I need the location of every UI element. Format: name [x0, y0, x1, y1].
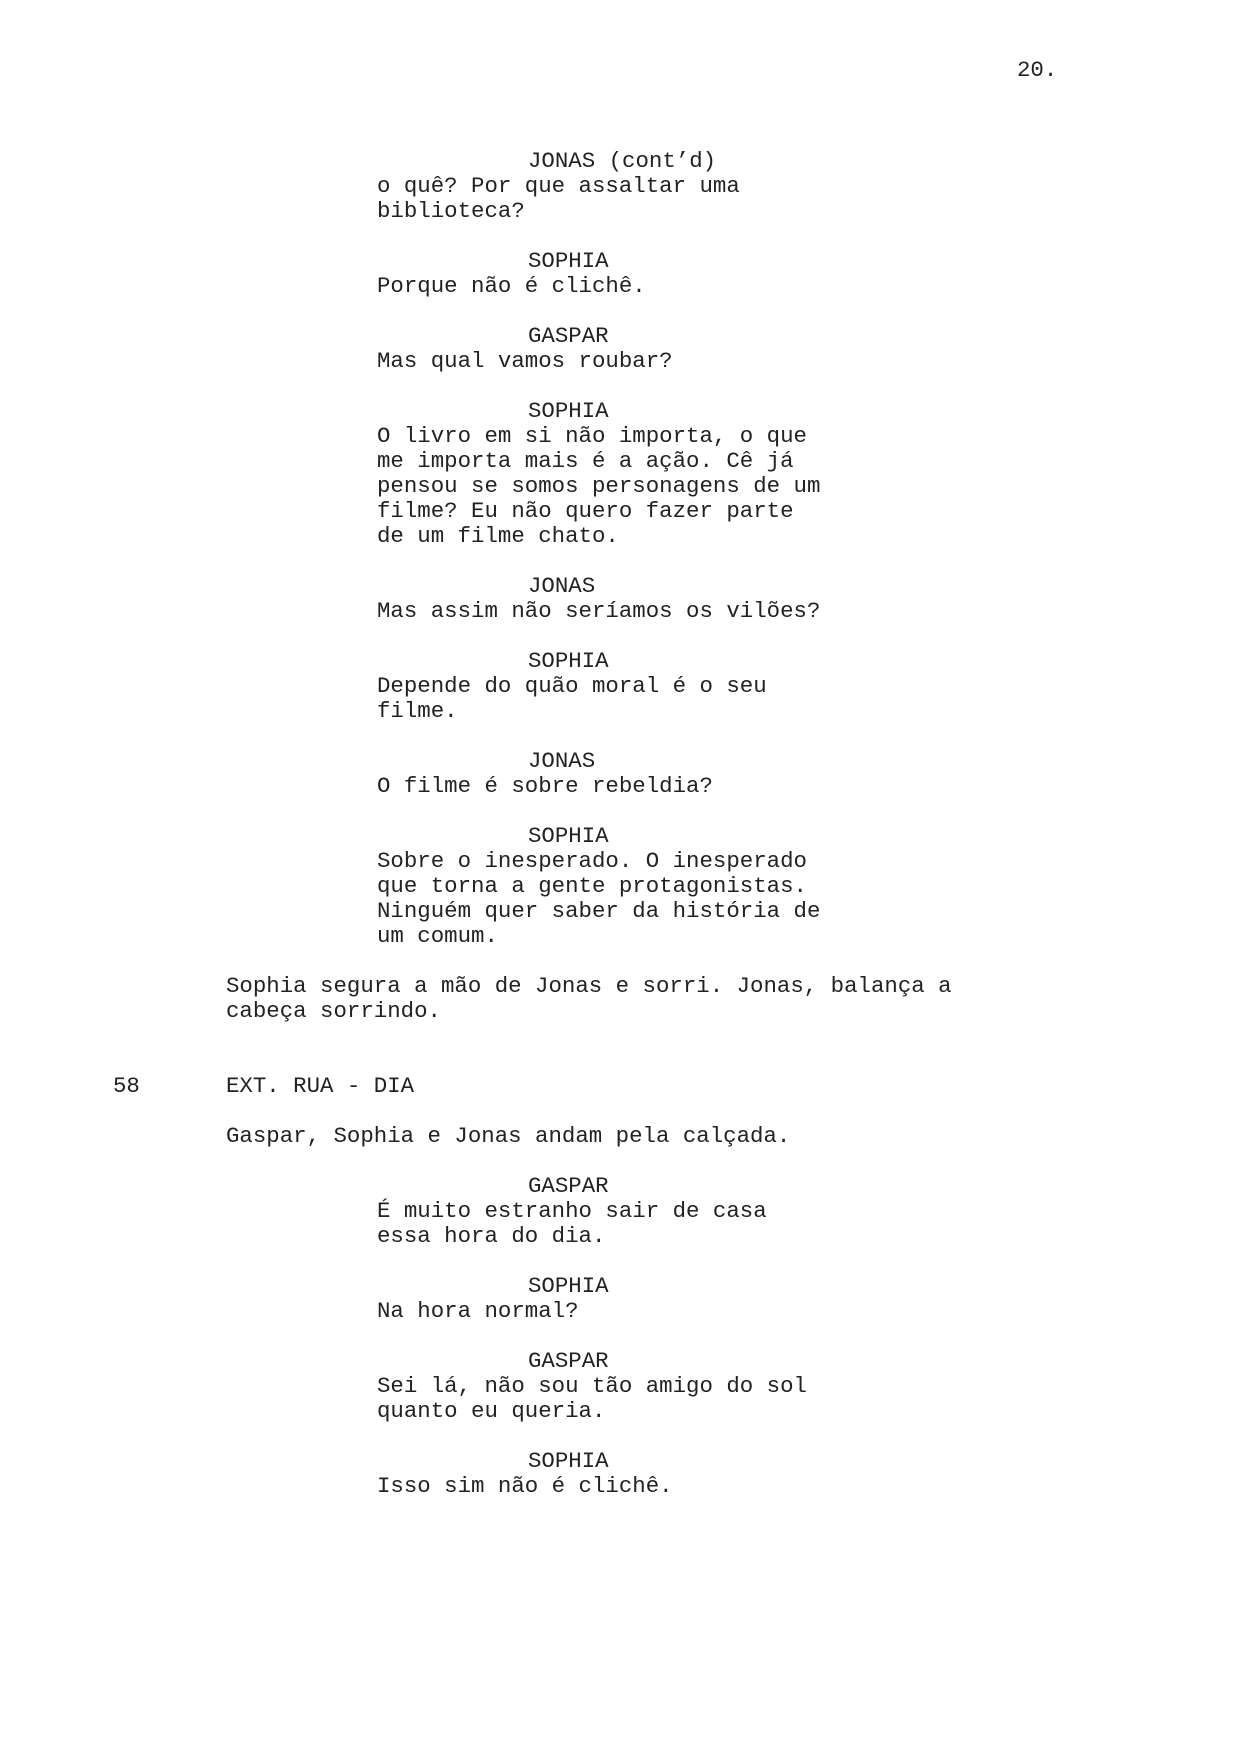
- action-block: [0, 974, 1241, 1024]
- action-block: [0, 1124, 1241, 1149]
- scene-block: [0, 1074, 1241, 1099]
- dialogue-line: É muito estranho sair de casa: [377, 1198, 767, 1224]
- blank-line: [0, 1024, 1241, 1049]
- dialogue-line: Sobre o inesperado. O inesperado: [377, 848, 807, 874]
- page-number: 20.: [1017, 57, 1058, 83]
- dialogue-block: [0, 1349, 1241, 1424]
- dialogue-line: Depende do quão moral é o seu: [377, 673, 767, 699]
- dialogue-block: [0, 1274, 1241, 1324]
- character-name: SOPHIA: [528, 398, 609, 424]
- blank-line: [0, 624, 1241, 649]
- character-name: SOPHIA: [528, 1273, 609, 1299]
- blank-line: [0, 949, 1241, 974]
- dialogue-line: Mas qual vamos roubar?: [377, 348, 673, 374]
- scene-heading: [0, 1074, 1241, 1099]
- dialogue-line: que torna a gente protagonistas.: [377, 873, 807, 899]
- dialogue-line: O livro em si não importa, o que: [377, 423, 807, 449]
- action-line: cabeça sorrindo.: [226, 998, 441, 1024]
- character-name: JONAS: [528, 748, 596, 774]
- blank-line: [0, 549, 1241, 574]
- blank-line: [0, 374, 1241, 399]
- dialogue-line: Sei lá, não sou tão amigo do sol: [377, 1373, 807, 1399]
- blank-line: [0, 1424, 1241, 1449]
- blank-line: [0, 724, 1241, 749]
- blank-line: [0, 1099, 1241, 1124]
- dialogue-line: filme.: [377, 698, 458, 724]
- scene-number: 58: [113, 1073, 140, 1099]
- dialogue-block: [0, 649, 1241, 724]
- dialogue-line: filme? Eu não quero fazer parte: [377, 498, 794, 524]
- dialogue-line: Ninguém quer saber da história de: [377, 898, 821, 924]
- dialogue-line: biblioteca?: [377, 198, 525, 224]
- dialogue-block: [0, 824, 1241, 949]
- blank-line: [0, 224, 1241, 249]
- blank-line: [0, 1149, 1241, 1174]
- dialogue-block: [0, 249, 1241, 299]
- dialogue-block: [0, 574, 1241, 624]
- dialogue-line: um comum.: [377, 923, 498, 949]
- character-name: JONAS (cont’d): [528, 148, 717, 174]
- character-name: SOPHIA: [528, 823, 609, 849]
- dialogue-block: [0, 749, 1241, 799]
- blank-line: [0, 799, 1241, 824]
- action-line: Sophia segura a mão de Jonas e sorri. Jonas, balança a: [226, 973, 952, 999]
- dialogue-line: O filme é sobre rebeldia?: [377, 773, 713, 799]
- dialogue-line: Na hora normal?: [377, 1298, 579, 1324]
- character-name: SOPHIA: [528, 1448, 609, 1474]
- character-name: SOPHIA: [528, 248, 609, 274]
- dialogue-line: essa hora do dia.: [377, 1223, 606, 1249]
- dialogue-line: Mas assim não seríamos os vilões?: [377, 598, 821, 624]
- dialogue-line: me importa mais é a ação. Cê já: [377, 448, 794, 474]
- blank-line: [0, 1324, 1241, 1349]
- blank-line: [0, 1049, 1241, 1074]
- scene-heading-text: EXT. RUA - DIA: [226, 1073, 415, 1099]
- character-name: GASPAR: [528, 1348, 609, 1374]
- character-name: GASPAR: [528, 323, 609, 349]
- dialogue-block: [0, 149, 1241, 224]
- character-name: JONAS: [528, 573, 596, 599]
- dialogue-line: de um filme chato.: [377, 523, 619, 549]
- dialogue-line: pensou se somos personagens de um: [377, 473, 821, 499]
- character-name: GASPAR: [528, 1173, 609, 1199]
- dialogue-line: o quê? Por que assaltar uma: [377, 173, 740, 199]
- blank-line: [0, 1249, 1241, 1274]
- character-name: SOPHIA: [528, 648, 609, 674]
- blank-line: [0, 299, 1241, 324]
- dialogue-block: [0, 324, 1241, 374]
- dialogue-line: Isso sim não é clichê.: [377, 1473, 673, 1499]
- dialogue-block: [0, 1174, 1241, 1249]
- dialogue-line: Porque não é clichê.: [377, 273, 646, 299]
- script-body: [0, 149, 1241, 1499]
- dialogue-block: [0, 1449, 1241, 1499]
- dialogue-line: quanto eu queria.: [377, 1398, 606, 1424]
- action-line: Gaspar, Sophia e Jonas andam pela calçada.: [226, 1123, 791, 1149]
- dialogue-block: [0, 399, 1241, 549]
